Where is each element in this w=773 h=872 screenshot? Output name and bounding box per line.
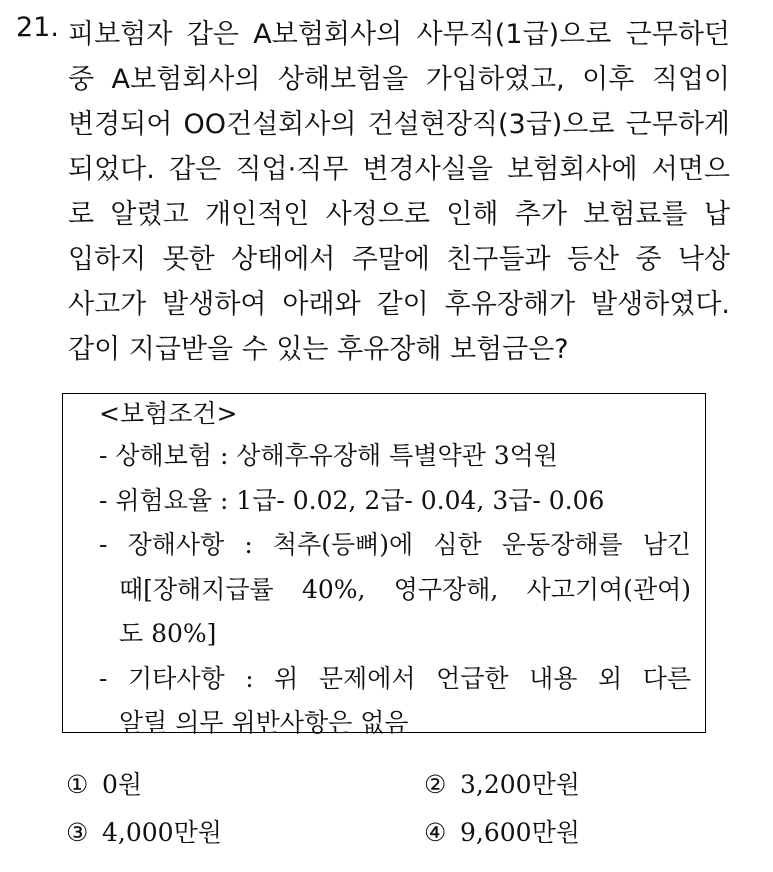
stem-line: 변경되어 OO건설회사의 건설현장직(3급)으로 근무하게 <box>68 109 730 140</box>
condition-line: - 장해사항 : 척추(등뼈)에 심한 운동장해를 남긴 <box>99 530 691 559</box>
condition-line: 도 80%] <box>119 619 217 648</box>
stem-line: 사고가 발생하여 아래와 같이 후유장해가 발생하였다. <box>68 289 730 320</box>
choice-number: ③ <box>66 818 89 847</box>
choice-4[interactable] <box>424 813 580 849</box>
choice-text: 9,600만원 <box>460 818 580 847</box>
choice-number: ① <box>66 770 89 799</box>
stem-line: 피보험자 갑은 A보험회사의 사무직(1급)으로 근무하던 <box>68 19 730 50</box>
condition-line: - 상해보험 : 상해후유장해 특별약관 3억원 <box>99 441 558 470</box>
stem-line: 입하지 못한 상태에서 주말에 친구들과 등산 중 낙상 <box>68 244 730 275</box>
stem-line: 중 A보험회사의 상해보험을 가입하였고, 이후 직업이 <box>68 64 730 95</box>
choice-2[interactable] <box>424 765 580 801</box>
question-number: 21. <box>16 12 59 43</box>
conditions-box <box>62 393 706 737</box>
choice-text: 3,200만원 <box>460 770 580 799</box>
choice-number: ④ <box>424 818 447 847</box>
choice-text: 0원 <box>102 770 143 799</box>
stem-line: 되었다. 갑은 직업·직무 변경사실을 보험회사에 서면으 <box>68 154 730 185</box>
condition-line: - 기타사항 : 위 문제에서 언급한 내용 외 다른 <box>99 663 691 693</box>
stem-line: 로 알렸고 개인적인 사정으로 인해 추가 보험료를 납 <box>68 199 730 230</box>
choice-3[interactable] <box>66 813 222 849</box>
choice-number: ② <box>424 770 447 799</box>
conditions-title: <보험조건> <box>99 399 238 428</box>
condition-line: 알릴 의무 위반사항은 없음 <box>119 708 409 737</box>
condition-line: 때[장해지급률 40%, 영구장해, 사고기여(관여) <box>119 574 691 604</box>
choice-text: 4,000만원 <box>102 818 222 847</box>
conditions-list <box>99 434 691 746</box>
stem-line: 갑이 지급받을 수 있는 후유장해 보험금은? <box>68 334 569 365</box>
choice-1[interactable] <box>66 765 142 801</box>
condition-line: - 위험요율 : 1급- 0.02, 2급- 0.04, 3급- 0.06 <box>99 485 605 515</box>
question-stem <box>68 12 730 372</box>
